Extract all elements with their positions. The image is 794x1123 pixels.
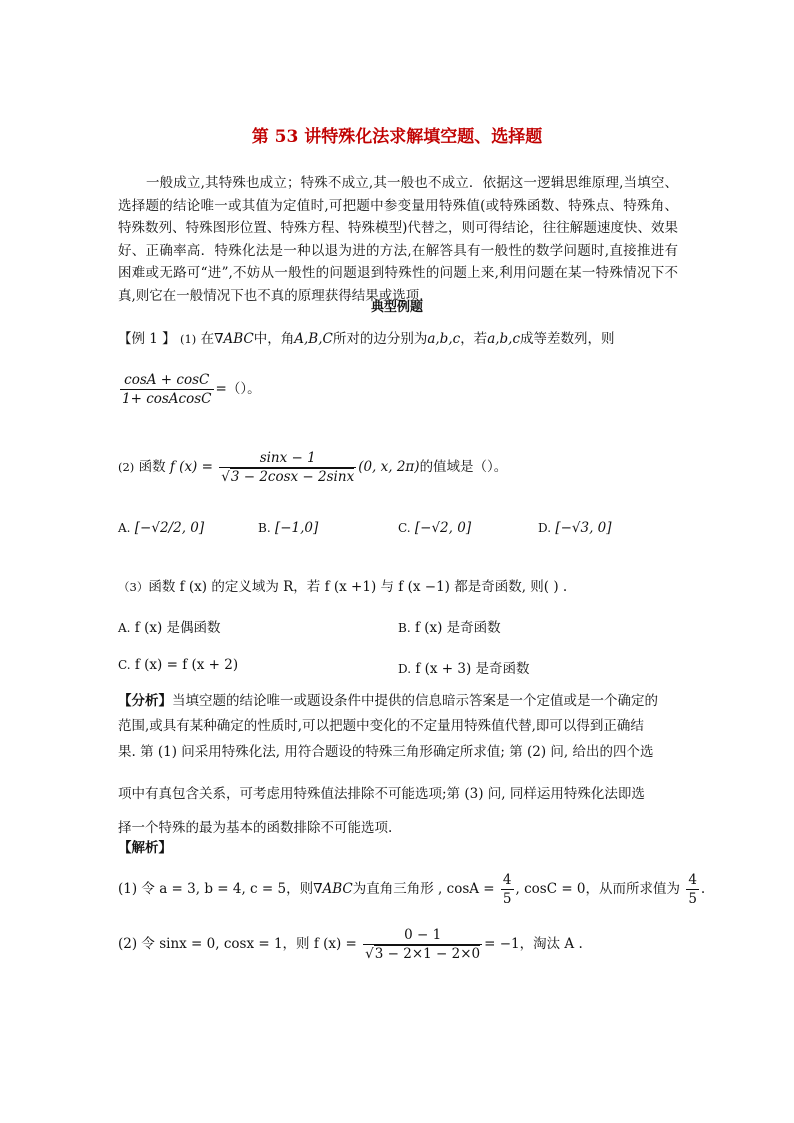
fraction-denominator: √3 − 2×1 − 2×0 <box>365 946 481 962</box>
option-value: f (x) 是奇函数 <box>414 620 501 636</box>
option-label: C. <box>398 521 411 535</box>
solution-1-fraction <box>501 872 514 907</box>
q1-sides: a,b,c <box>487 331 521 347</box>
solution-2-text: (2) 令 sinx = 0, cosx = 1，则 f (x) = <box>118 936 357 952</box>
option-label: C. <box>118 658 131 672</box>
q2-option-d <box>538 520 612 536</box>
fraction-denominator: 5 <box>688 891 697 907</box>
q1-sides: a,b,c <box>427 331 461 347</box>
intro-paragraph: 一般成立,其特殊也成立；特殊不成立,其一般也不成立．依据这一逻辑思维原理,当填空、选择题的结论唯一或其值为定值时,可把题中参变量用特殊值(或特殊函数、特殊点、特殊角、特殊数列、特殊图形位置、特殊方程、特殊模型)代替之，则可得结论，往往解题速度快、效果好、正确率高．特殊化法是一种以退为进的方法,在解答具有一般性的数学问题时,直接推进有困难或无路可“进”,不妨从一般性的问题退到特殊性的问题上来,利用问题在某一特殊情况下不真,则它在一般情况下也不真的原理获得结果或选项． <box>118 175 678 304</box>
q2-domain: (0, x, 2π) <box>358 459 420 475</box>
option-value: f (x) 是偶函数 <box>134 620 221 636</box>
q2-fraction <box>219 450 356 485</box>
analysis-line-1 <box>118 689 658 709</box>
q3-option-b <box>398 616 501 636</box>
option-value: [−√3, 0] <box>555 520 612 536</box>
solution-part-2 <box>118 927 583 962</box>
option-value: [−1,0] <box>274 520 319 536</box>
solution-2-text: = −1，淘汰 A . <box>484 936 583 952</box>
example-label: 【例 1 】 <box>118 331 176 347</box>
q1-expression <box>118 372 261 407</box>
solution-1-text: (1) 令 a = 3, b = 4, c = 5，则 <box>118 881 314 897</box>
q3-option-d <box>398 657 530 677</box>
solution-1-answer <box>686 872 699 907</box>
analysis-label: 【分析】 <box>118 693 172 709</box>
fraction-denominator: 5 <box>502 891 512 907</box>
option-label: A. <box>118 621 131 635</box>
q1-tail: =（）。 <box>215 381 261 397</box>
q3-number: （3） <box>118 580 149 594</box>
q2-option-b <box>258 520 318 536</box>
q1-fraction <box>120 372 214 407</box>
option-value: [−√2/2, 0] <box>134 520 205 536</box>
q1-fraction-denominator: 1+ cosAcosC <box>122 391 212 407</box>
q3-text: 函数 f (x) 的定义域为 R，若 f (x +1) 与 f (x −1) 都是奇函数, 则( ) . <box>148 579 568 595</box>
solution-1-end: . <box>700 881 706 897</box>
analysis-line-4: 项中有真包含关系，可考虑用特殊值法排除不可能选项;第 (3) 问, 同样运用特殊化法即选 <box>118 786 645 802</box>
option-value: f (x) = f (x + 2) <box>134 657 239 673</box>
q2-tail: 的值域是（）。 <box>419 459 508 475</box>
analysis-line-5: 择一个特殊的最为基本的函数排除不可能选项. <box>118 820 393 836</box>
solution-1-text: 为直角三角形 , cosA = <box>352 881 495 897</box>
q1-text: ，若 <box>460 331 488 347</box>
option-label: D. <box>538 521 552 535</box>
fraction-numerator: 0 − 1 <box>404 927 442 943</box>
option-value: [−√2, 0] <box>414 520 472 536</box>
q2-option-a <box>118 520 204 536</box>
example-1-question-1 <box>118 327 615 347</box>
q2-function: f (x) = <box>169 459 213 475</box>
example-1-question-3 <box>118 575 567 595</box>
q1-number: (1) <box>179 332 197 346</box>
solution-2-fraction <box>363 927 482 962</box>
q2-option-c <box>398 520 471 536</box>
q2-fraction-numerator: sinx − 1 <box>259 450 316 466</box>
q2-fraction-denominator: √3 − 2cosx − 2sinx <box>221 469 355 485</box>
fraction-numerator: 4 <box>688 872 697 888</box>
solution-2-root: 3 − 2×1 − 2×0 <box>374 946 481 962</box>
analysis-line-3: 果. 第 (1) 问采用特殊化法, 用符合题设的特殊三角形确定所求值; 第 (2) 问, 给出的四个选 <box>118 744 654 760</box>
solution-label: 【解析】 <box>118 840 172 856</box>
analysis-text: 当填空题的结论唯一或题设条件中提供的信息暗示答案是一个定值或是一个确定的 <box>172 693 658 709</box>
option-label: B. <box>398 621 411 635</box>
solution-part-1 <box>118 872 705 907</box>
q1-text: 所对的边分别为 <box>332 331 428 347</box>
q1-angles: A,B,C <box>294 331 333 347</box>
q1-triangle: ∇ABC <box>214 331 254 347</box>
option-value: f (x + 3) 是奇函数 <box>415 661 530 677</box>
analysis-line-2: 范围,或具有某种确定的性质时,可以把题中变化的不定量用特殊值代替,即可以得到正确结 <box>118 718 644 734</box>
q1-text: 中，角 <box>253 331 295 347</box>
q3-option-c <box>118 657 238 673</box>
fraction-numerator: 4 <box>502 872 512 888</box>
q1-fraction-numerator: cosA + cosC <box>124 372 210 388</box>
option-label: D. <box>398 662 412 676</box>
q1-text: 在 <box>200 331 215 347</box>
example-1-question-2 <box>118 450 507 485</box>
q2-root: 3 − 2cosx − 2sinx <box>230 469 355 485</box>
q2-text: 函数 <box>138 459 166 475</box>
solution-1-text: , cosC = 0，从而所求值为 <box>515 881 681 897</box>
q2-number: (2) <box>118 460 135 474</box>
section-heading: 典型例题 <box>370 300 423 315</box>
option-label: B. <box>258 521 271 535</box>
q3-option-a <box>118 616 221 636</box>
q1-text: 成等差数列，则 <box>520 331 615 347</box>
page-title: 第 53 讲特殊化法求解填空题、选择题 <box>251 127 543 147</box>
option-label: A. <box>118 521 131 535</box>
solution-1-triangle: ∇ABC <box>313 881 353 897</box>
